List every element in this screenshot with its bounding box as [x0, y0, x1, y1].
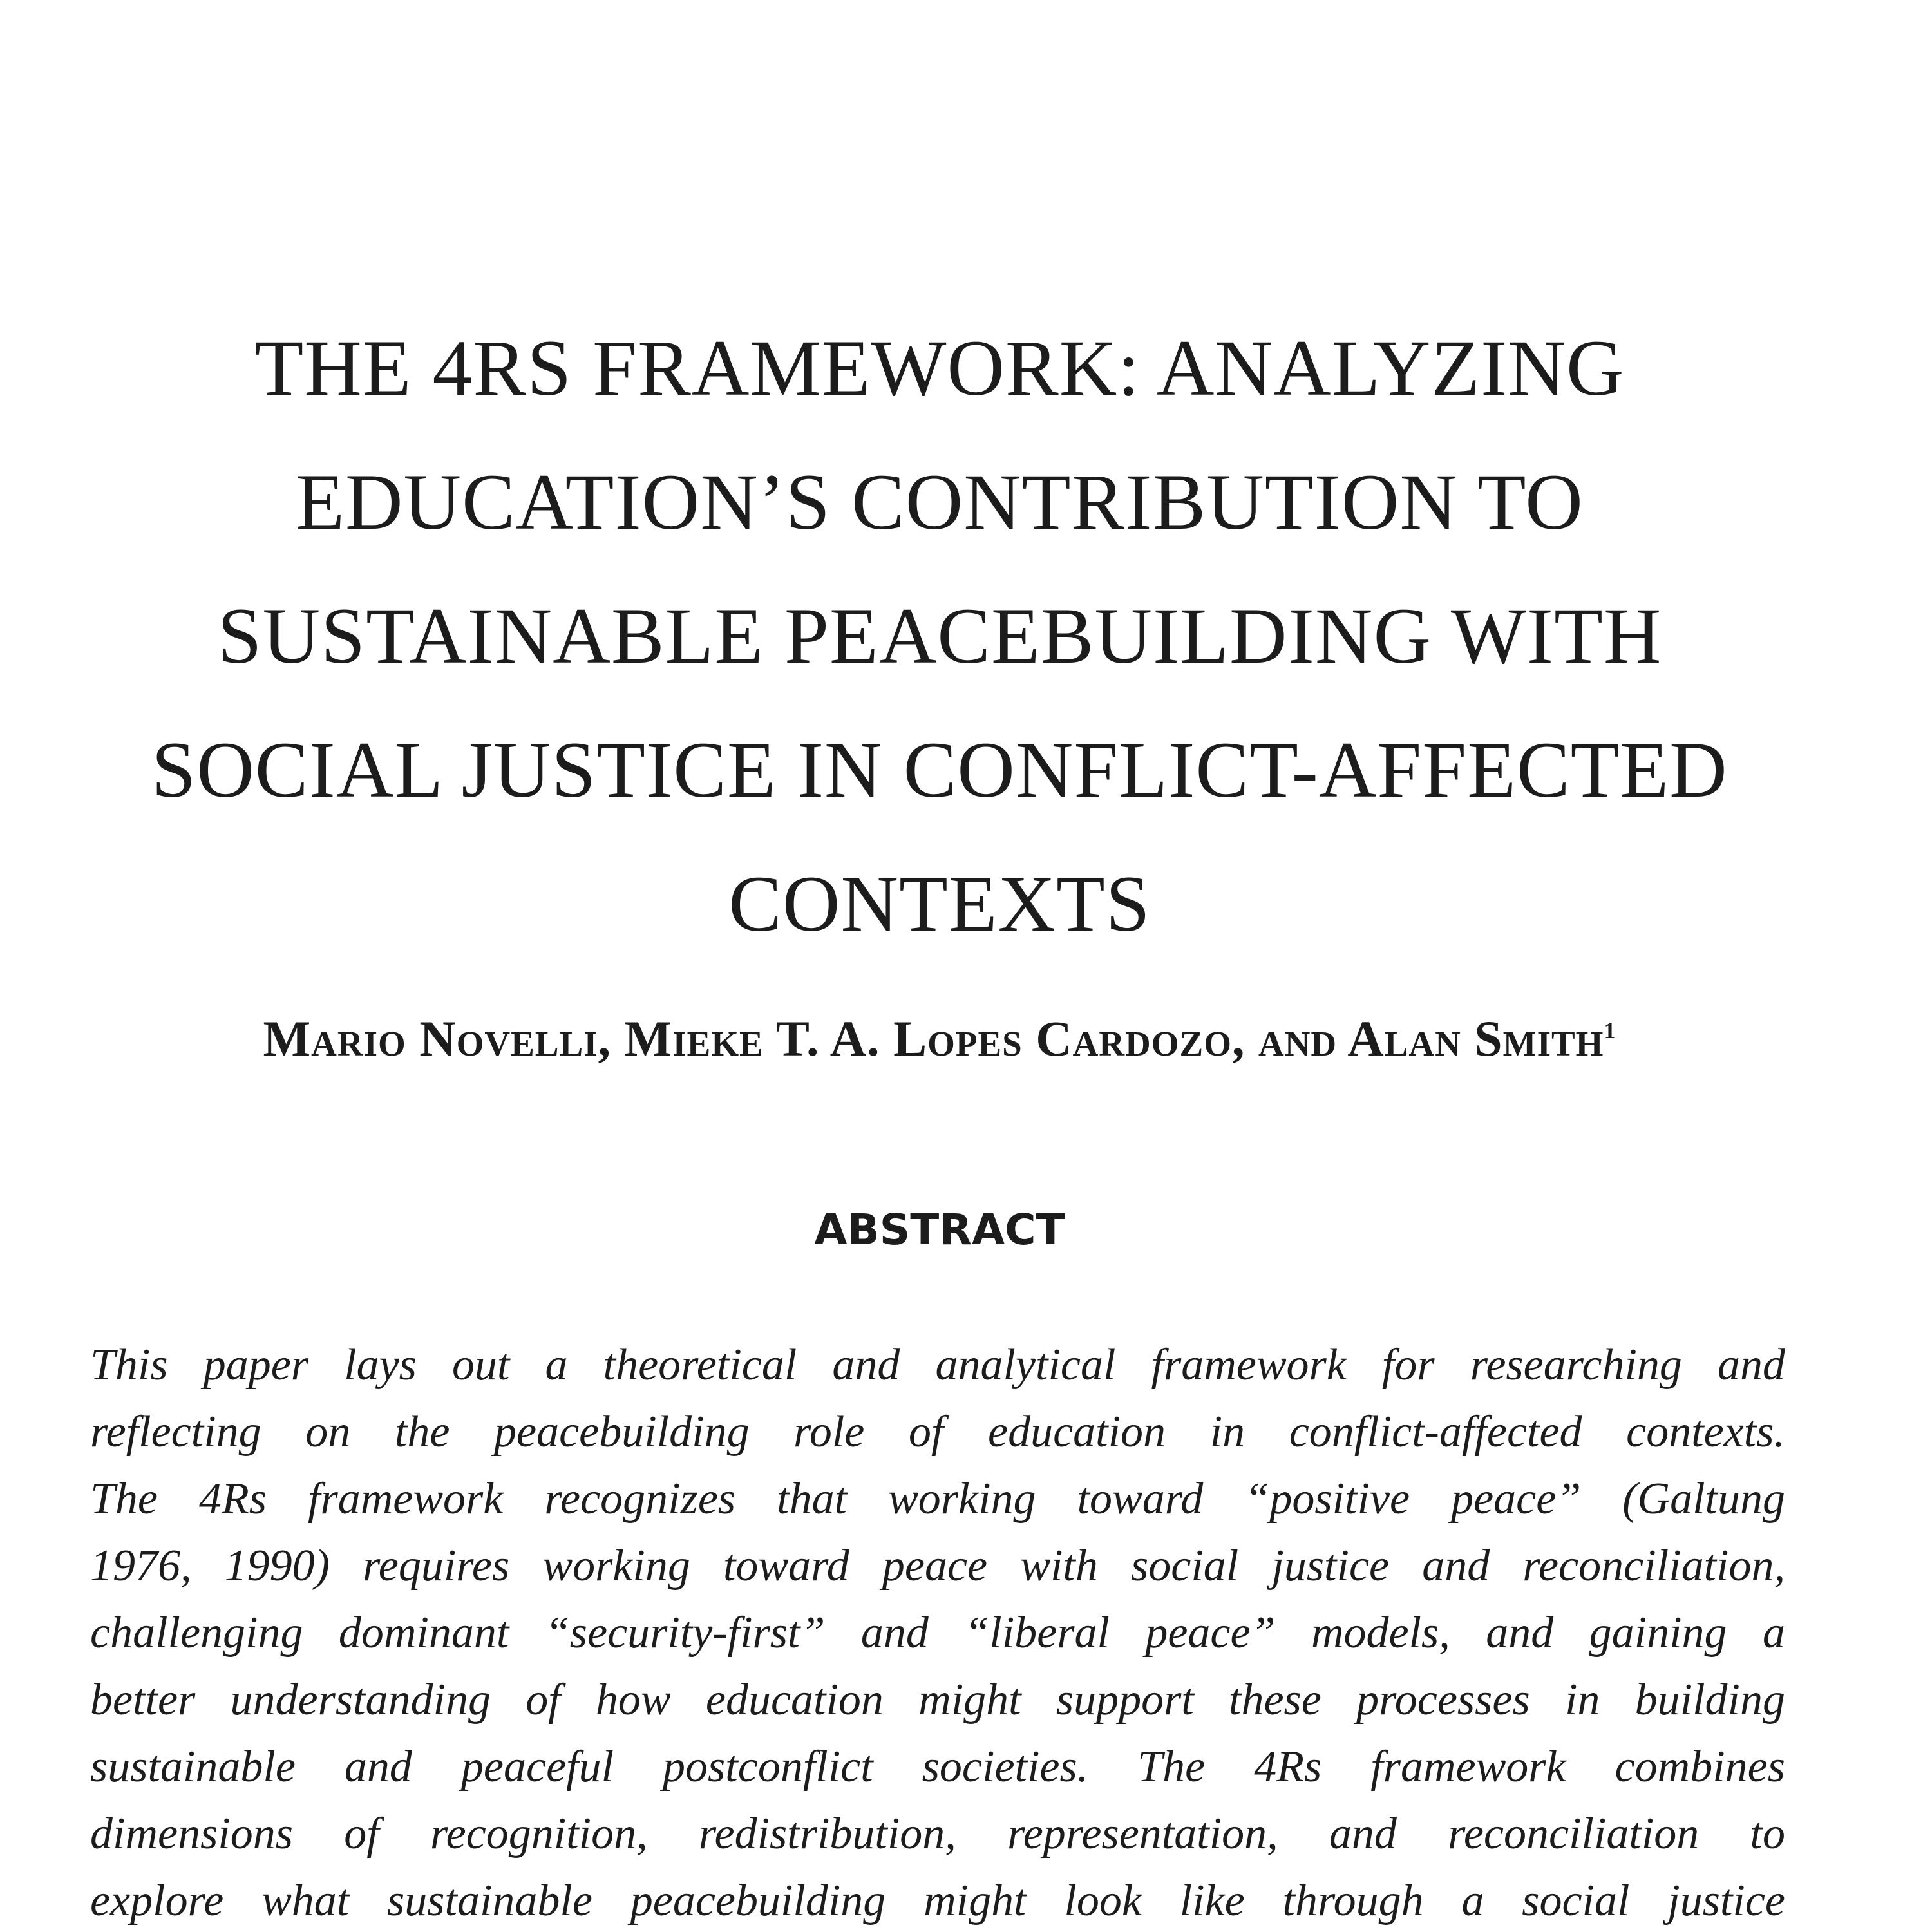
abstract-line: This paper lays out a theoretical and analytical framework for researching and [90, 1340, 1785, 1390]
abstract-line: reflecting on the peacebuilding role of education in conflict-affected contexts. [90, 1407, 1785, 1457]
abstract-line: sustainable and peaceful postconflict societies. The 4Rs framework combines [90, 1742, 1785, 1792]
author-list [64, 1010, 1815, 1068]
abstract-heading: ABSTRACT [814, 1205, 1065, 1255]
title-line: SUSTAINABLE PEACEBUILDING WITH [217, 592, 1662, 680]
abstract-line: 1976, 1990) requires working toward peace with social justice and reconciliation, [90, 1541, 1785, 1591]
title-line: EDUCATION’S CONTRIBUTION TO [296, 458, 1584, 546]
footnote-marker[interactable]: 1 [1604, 1018, 1616, 1043]
title-line: CONTEXTS [728, 860, 1151, 948]
author-names: Mario Novelli, Mieke T. A. Lopes Cardozo, and Alan Smith [263, 1010, 1604, 1066]
abstract-line: explore what sustainable peacebuilding might look like through a social justice [90, 1876, 1785, 1926]
abstract-line: better understanding of how education might support these processes in building [90, 1675, 1785, 1725]
abstract-line: The 4Rs framework recognizes that working toward “positive peace” (Galtung [90, 1474, 1785, 1524]
title-line: SOCIAL JUSTICE IN CONFLICT-AFFECTED [151, 726, 1728, 814]
abstract-line: challenging dominant “security-first” and “liberal peace” models, and gaining a [90, 1608, 1785, 1658]
paper-title [64, 301, 1815, 971]
abstract-line: dimensions of recognition, redistribution, representation, and reconciliation to [90, 1809, 1785, 1859]
title-line: THE 4RS FRAMEWORK: ANALYZING [254, 324, 1625, 412]
abstract-body [90, 1332, 1785, 1932]
